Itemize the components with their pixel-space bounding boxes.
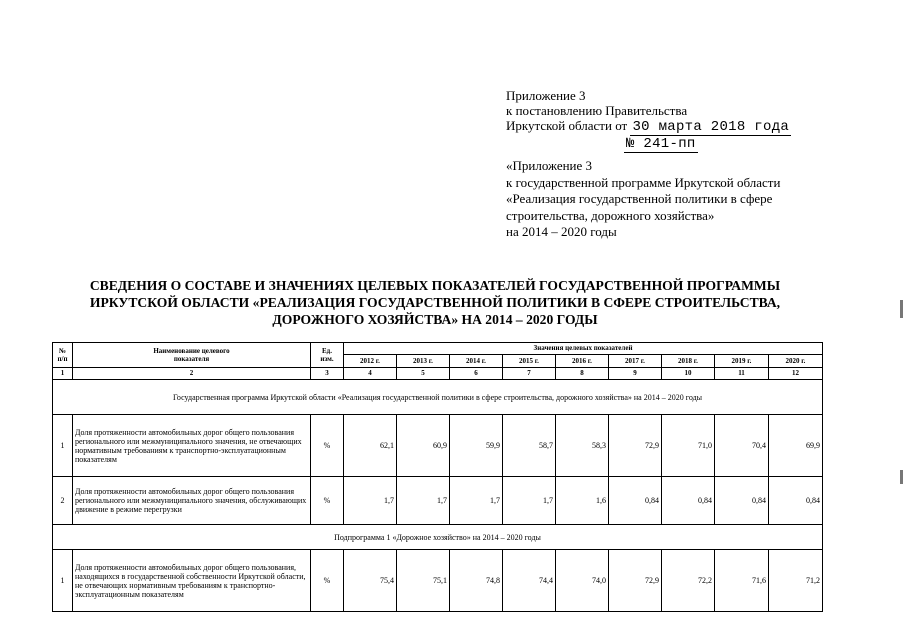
- indicator-value: 60,9: [397, 415, 450, 477]
- indicator-name: Доля протяженности автомобильных дорог общего пользования регионального или межмуниципального значения, обслуживающих движение в режиме перегрузки: [73, 477, 311, 525]
- inner-appendix: [506, 158, 780, 241]
- appendix-line-4: [506, 135, 791, 152]
- column-number: 1: [53, 368, 73, 380]
- indicator-value: 1,7: [397, 477, 450, 525]
- indicator-value: 1,7: [503, 477, 556, 525]
- header-year: 2013 г.: [397, 355, 450, 368]
- subprogram-title: Подпрограмма 1 «Дорожное хозяйство» на 2014 – 2020 годы: [53, 525, 823, 550]
- indicator-unit: %: [311, 477, 344, 525]
- indicator-value: 0,84: [609, 477, 662, 525]
- title-line: ИРКУТСКОЙ ОБЛАСТИ «РЕАЛИЗАЦИЯ ГОСУДАРСТВЕННОЙ ПОЛИТИКИ В СФЕРЕ СТРОИТЕЛЬСТВА,: [89, 295, 781, 310]
- column-number: 10: [662, 368, 715, 380]
- decree-number: № 241-пп: [626, 136, 696, 152]
- header-year: 2015 г.: [503, 355, 556, 368]
- indicator-value: 59,9: [450, 415, 503, 477]
- inner-appendix-line: «Реализация государственной политики в сфере: [506, 191, 773, 206]
- header-values-group: Значения целевых показателей: [344, 343, 823, 355]
- scan-edge-mark: [900, 470, 903, 484]
- indicator-unit: %: [311, 550, 344, 612]
- indicator-value: 0,84: [715, 477, 769, 525]
- column-number: 7: [503, 368, 556, 380]
- row-number: 2: [53, 477, 73, 525]
- header-year: 2012 г.: [344, 355, 397, 368]
- indicator-name: Доля протяженности автомобильных дорог общего пользования регионального или межмуниципального значения, не отвечающих нормативным требованиям к транспортно-эксплуатационным показателям: [73, 415, 311, 477]
- header-unit: Ед. изм.: [311, 343, 344, 368]
- table-row: [53, 477, 823, 525]
- appendix-header: [506, 88, 791, 152]
- appendix-line-1: Приложение 3: [506, 88, 586, 103]
- column-number: 6: [450, 368, 503, 380]
- header-year: 2018 г.: [662, 355, 715, 368]
- appendix-line-3: [506, 118, 791, 135]
- column-number: 12: [769, 368, 823, 380]
- program-section-row: [53, 380, 823, 415]
- indicator-value: 0,84: [662, 477, 715, 525]
- column-number: 2: [73, 368, 311, 380]
- indicator-value: 1,7: [344, 477, 397, 525]
- table-row: [53, 550, 823, 612]
- title-line: ДОРОЖНОГО ХОЗЯЙСТВА» НА 2014 – 2020 ГОДЫ: [272, 312, 598, 327]
- indicator-value: 58,7: [503, 415, 556, 477]
- indicators-table: [52, 342, 823, 612]
- scan-edge-mark: [900, 300, 903, 318]
- column-number: 3: [311, 368, 344, 380]
- row-number: 1: [53, 415, 73, 477]
- indicator-unit: %: [311, 415, 344, 477]
- subprogram-section-row: [53, 525, 823, 550]
- header-num: № п/п: [53, 343, 73, 368]
- header-year: 2020 г.: [769, 355, 823, 368]
- inner-appendix-line: «Приложение 3: [506, 158, 593, 173]
- header-year: 2019 г.: [715, 355, 769, 368]
- indicator-value: 75,1: [397, 550, 450, 612]
- document-title: [40, 277, 830, 328]
- indicator-value: 74,0: [556, 550, 609, 612]
- column-number: 4: [344, 368, 397, 380]
- indicator-value: 69,9: [769, 415, 823, 477]
- indicator-value: 74,4: [503, 550, 556, 612]
- indicator-value: 75,4: [344, 550, 397, 612]
- header-year: 2016 г.: [556, 355, 609, 368]
- column-number: 9: [609, 368, 662, 380]
- decree-date: 30 марта 2018 года: [632, 119, 790, 135]
- column-numbers-row: [53, 368, 823, 380]
- indicator-value: 71,6: [715, 550, 769, 612]
- header-year: 2017 г.: [609, 355, 662, 368]
- column-number: 11: [715, 368, 769, 380]
- header-year: 2014 г.: [450, 355, 503, 368]
- indicator-value: 58,3: [556, 415, 609, 477]
- column-number: 8: [556, 368, 609, 380]
- indicator-value: 72,9: [609, 550, 662, 612]
- program-title: Государственная программа Иркутской области «Реализация государственной политики в сфере строительства, дорожного хозяйства» на 2014 – 2020 годы: [53, 380, 823, 415]
- indicator-value: 1,7: [450, 477, 503, 525]
- indicator-value: 62,1: [344, 415, 397, 477]
- header-row-1: [53, 343, 823, 355]
- indicator-value: 70,4: [715, 415, 769, 477]
- title-line: СВЕДЕНИЯ О СОСТАВЕ И ЗНАЧЕНИЯХ ЦЕЛЕВЫХ ПОКАЗАТЕЛЕЙ ГОСУДАРСТВЕННОЙ ПРОГРАММЫ: [89, 278, 781, 293]
- indicator-value: 71,0: [662, 415, 715, 477]
- indicator-value: 1,6: [556, 477, 609, 525]
- inner-appendix-line: строительства, дорожного хозяйства»: [506, 207, 715, 223]
- inner-appendix-line: к государственной программе Иркутской области: [506, 174, 781, 190]
- indicator-value: 74,8: [450, 550, 503, 612]
- row-number: 1: [53, 550, 73, 612]
- inner-appendix-line: на 2014 – 2020 годы: [506, 224, 617, 239]
- indicator-name: Доля протяженности автомобильных дорог общего пользования, находящихся в государственной собственности Иркутской области, не отвечающих нормативным требованиям к транспортно-эксплуатационным показателям: [73, 550, 311, 612]
- header-name: Наименование целевого показателя: [73, 343, 311, 368]
- indicator-value: 71,2: [769, 550, 823, 612]
- table-row: [53, 415, 823, 477]
- column-number: 5: [397, 368, 450, 380]
- appendix-line-2: к постановлению Правительства: [506, 103, 688, 118]
- indicator-value: 0,84: [769, 477, 823, 525]
- indicator-value: 72,9: [609, 415, 662, 477]
- indicator-value: 72,2: [662, 550, 715, 612]
- appendix-line-3-prefix: Иркутской области от: [506, 118, 628, 133]
